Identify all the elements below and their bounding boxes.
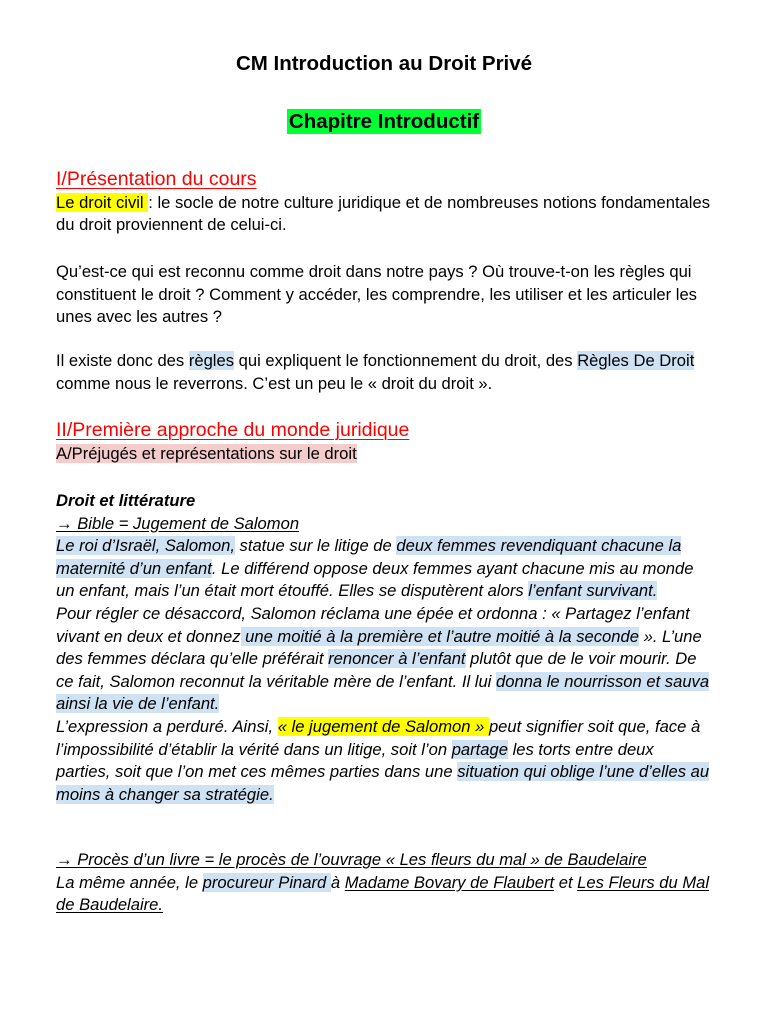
highlight-text: partage <box>451 739 508 759</box>
highlight-text: une moitié à la première et l’autre moitié à la seconde <box>240 626 639 646</box>
section-2-heading: II/Première approche du monde juridique <box>56 419 410 441</box>
paragraph-text: ». L’une des femmes déclara qu’elle préférait <box>56 626 702 669</box>
paragraph-text: et <box>554 872 578 892</box>
madame-bovary-reference: Madame Bovary de Flaubert <box>344 872 555 892</box>
topic-heading: Droit et littérature <box>56 491 196 510</box>
paragraph-text: qui expliquent le fonctionnement du droit, des <box>234 351 578 370</box>
paragraph-droit-civil <box>56 192 712 237</box>
salomon-paragraph-2 <box>56 603 712 716</box>
salomon-block <box>56 490 712 806</box>
paragraph-text: comme nous le reverrons. C’est un peu le « droit du droit ». <box>56 373 493 393</box>
paragraph-text: peut signifier soit que, face à l’impossibilité d’établir la vérité dans un litige, soit l’on <box>56 716 701 759</box>
highlight-text: l’enfant survivant. <box>528 581 658 601</box>
paragraph-text: à <box>330 872 345 892</box>
paragraph-text: les torts entre deux parties, soit que l’on met ces mêmes parties dans une <box>56 739 654 782</box>
subsection-heading: A/Préjugés et représentations sur le droit <box>56 443 357 463</box>
highlight-text: situation qui oblige l’une d’elles au moins à changer sa stratégie. <box>56 762 710 804</box>
section-1-heading: I/Présentation du cours <box>56 168 257 190</box>
highlight-jugement-de-salomon: « le jugement de Salomon » <box>277 716 489 736</box>
paragraph-text: La même année, le <box>56 872 203 892</box>
paragraph-text: : le socle de notre culture juridique et de nombreuses notions fondamentales du droit proviennent de celui-ci. <box>56 192 710 235</box>
highlight-regles: règles <box>188 351 235 370</box>
proces-line: → Procès d’un livre = le procès de l’ouvrage « Les fleurs du mal » de Baudelaire <box>56 850 647 869</box>
document-title: CM Introduction au Droit Privé <box>235 52 533 75</box>
paragraph-text: . Le différend oppose deux femmes ayant chacune mis au monde un enfant, mais l’un était mort étouffé. Elles se disputèrent alors <box>56 558 694 601</box>
salomon-paragraph-1 <box>56 535 712 603</box>
highlight-text: donna le nourrisson et sauva ainsi la vie de l’enfant. <box>56 671 710 714</box>
highlight-text: Le roi d’Israël, Salomon, <box>56 536 235 556</box>
paragraph-questions <box>56 261 712 329</box>
proces-block <box>56 849 712 917</box>
fleurs-du-mal-reference: Les Fleurs du Mal de Baudelaire. <box>56 872 710 915</box>
paragraph-text: Pour régler ce désaccord, Salomon réclama une épée et ordonna : « Partagez l’enfant vivant en deux et donnez <box>56 603 690 646</box>
chapter-heading-wrap <box>0 110 768 134</box>
paragraph-text: statue sur le litige de <box>234 536 397 556</box>
section-1 <box>56 168 712 237</box>
highlight-text: renoncer à l’enfant <box>328 649 466 669</box>
paragraph-text: Qu’est-ce qui est reconnu comme droit dans notre pays ? Où trouve-t-on les règles qui constituent le droit ? Comment y accéder, les comprendre, les utiliser et les articuler les unes avec les autres ? <box>56 262 697 327</box>
salomon-paragraph-3 <box>56 716 712 806</box>
highlight-text: deux femmes revendiquant chacune la maternité d’un enfant <box>56 536 682 578</box>
highlight-regles-de-droit: Règles De Droit <box>577 351 695 370</box>
pinard-paragraph <box>56 872 712 917</box>
highlight-droit-civil: Le droit civil <box>56 192 149 212</box>
paragraph-text: Il existe donc des <box>56 351 189 370</box>
paragraph-text: L’expression a perduré. Ainsi, <box>56 716 278 736</box>
bible-line: → Bible = Jugement de Salomon <box>56 513 300 533</box>
paragraph-regles <box>56 350 712 395</box>
section-2 <box>56 419 712 465</box>
paragraph-text: plutôt que de le voir mourir. De ce fait, Salomon reconnut la véritable mère de l’enfant. Il lui <box>56 649 697 691</box>
highlight-procureur-pinard: procureur Pinard <box>202 872 331 892</box>
chapter-heading: Chapitre Introductif <box>288 110 480 133</box>
